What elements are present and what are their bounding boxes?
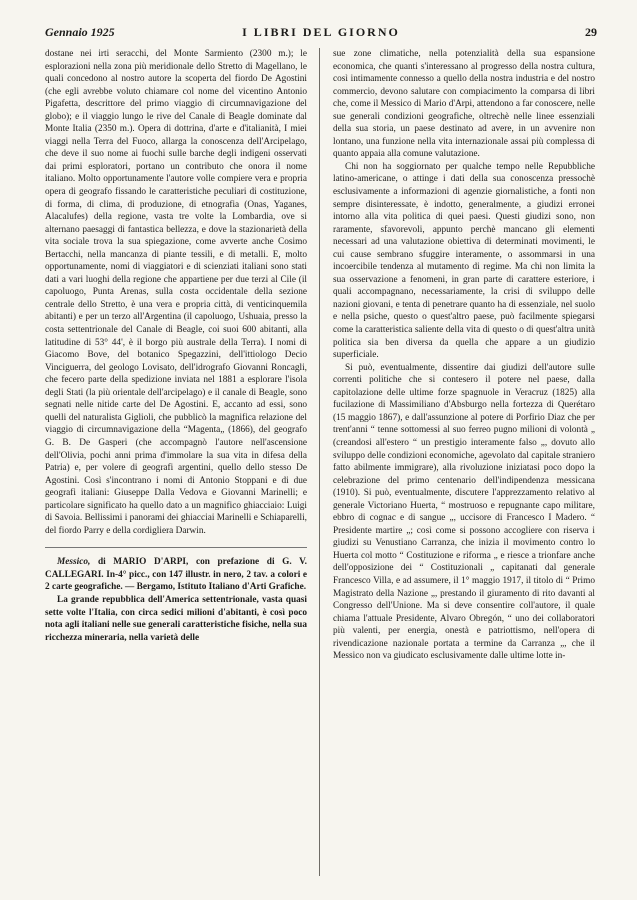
book-entry-title: Messico, bbox=[57, 557, 91, 568]
left-paragraph-1: dostane nei irti seracchi, del Monte Sarmiento (2300 m.); le esplorazioni nella zona più meridionale dello Stretto di Magellano, le quali concedono al nostro autore la scoperta del fiordo De Agostini (che egli avrebbe voluto chiamare col nome del vicentino Antonio Pigafetta, descrittore del primo viaggio di circumnavigazione del globo); e il viaggio lungo le rive del Canale di Beagle dominate dal Monte Italia (2350 m.). Opera di dottrina, d'arte e d'italianità, I miei viaggi nella Terra del Fuoco, allarga la conoscenza dell'Arcipelago, che deve il suo nome ai fuochi sulle barche degli indigeni osservati dai primi esploratori, portano un contributo che onora il nome italiano. Molto opportunamente l'autore volle compiere vera e propria opera di geografo fissando le caratteristiche peculiari di costituzione, di forma, di clima, di produzione, di etnografia (Onas, Yaganes, Alacalufes) della regione, vasta tre volte la Lombardia, ove si alternano paesaggi di fantastica bellezza, e dove la stazionarietà della vita sociale trova la sua spiegazione, come avverte anche Cosimo Bertacchi, nella mancanza di piante tessili, e di metalli. E, molto opportunamente, nomi di viaggiatori e di scienziati italiani sono stati dati a vari luoghi della regione che appartiene per due terzi al Cile (il capoluogo, Punta Arenas, sulla costa occidentale della sezione centrale dello Stretto, è una vera e propria città, di venticinquemila abitanti) e per un terzo all'Argentina (il capoluogo, Ushuaia, presso la costa settentrionale del Canale di Beagle, coi suoi 600 abitanti, alla latitudine di 53° 44', è il borgo più australe della Terra). I nomi di Giacomo Bove, del botanico Spegazzini, dell'ittiologo Decio Vinciguerra, del geologo Lovisato, dell'idrografo Giovanni Roncagli, che fecero parte della spedizione inviata nel 1881 a esplorare l'isola degli Stati (la più orientale dell'arcipelago) e il canale di Beagle, sono segnati nelle nitide carte del De Agostini. E, accanto ad essi, sono quelli del naturalista Giglioli, che pubblicò la magnifica relazione del viaggio di circumnavigazione della “Magenta„ (1866), del geografo G. B. De Gasperi (che accompagnò l'autore nell'ascensione dell'Olivia, pochi anni prima d'immolare la sua vita in difesa della Patria) e, per volere di geografi argentini, quello dello stesso De Agostini. Così s'incontrano i nomi di Antonio Stoppani e di due geografi italiani: Giuseppe Dalla Vedova e Giovanni Marinelli; e particolare significato ha quello dato a un magnifico ghiacciaio: Luigi di Savoia. Bellissimi i panorami dei ghiacciai Marinelli e Schiaparelli, del fiordo Parry e della cordigliera Darwin. bbox=[45, 49, 307, 536]
right-column bbox=[333, 48, 595, 890]
right-paragraph-1: sue zone climatiche, nella potenzialità della sua espansione economica, che quanti s'interessano al progresso della nostra cultura, così intimamente connesso a quello della nostra industria e del nostro commercio, devono salutare con compiacimento la comparsa di libri che, come il Messico di Mario d'Arpi, attendono a far conoscere, nelle sue generali condizioni geografiche, oltrechè nelle linee essenziali della sua storia, un paese destinato ad avere, in un avvenire non lontano, una funzione nella vita internazionale assai più complessa di quanto appaia alla comune valutazione. bbox=[333, 49, 595, 160]
left-column bbox=[45, 48, 307, 890]
header-title: I LIBRI DEL GIORNO bbox=[242, 25, 400, 39]
right-paragraph-2: Chi non ha soggiornato per qualche tempo nelle Repubbliche latino-americane, o attinge i dati della sua conoscenza pressochè esclusivamente a informazioni di agenzie giornalistiche, a fonti non sempre disinteressate, è indotto, generalmente, a giudizi erronei intorno alla vita politica di quei paesi. Questi giudizi sono, non raramente, sfavorevoli, appunto perchè mancano gli elementi necessari ad una valutazione obiettiva di determinati movimenti, le cui cause sembrano sfuggire interamente, o assommarsi in una incoercibile tendenza al mutamento di regime. Ma chi non limita la sua osservazione a fenomeni, in gran parte di carattere esteriore, i quali accompagnano, necessariamente, la crisi di sviluppo delle nazioni giovani, e tenta di penetrare quanto ha di essenziale, nel suolo e nella psiche, questo o quest'altro paese, può facilmente spiegarsi come la caratteristica saliente della vita di questo o di quest'altra unità politica sia ben diversa da quella che appare a un giudizio superficiale. bbox=[333, 161, 595, 361]
left-paragraph-2: La grande repubblica dell'America settentrionale, vasta quasi sette volte l'Italia, con circa sedici milioni d'abitanti, è così poco nota agli italiani nelle sue generali caratteristiche fisiche, nella sua ricchezza mineraria, nella varietà delle bbox=[45, 594, 307, 643]
column-divider bbox=[319, 48, 320, 876]
book-entry bbox=[45, 556, 307, 594]
running-header bbox=[45, 24, 597, 40]
book-entry-details: di MARIO D'ARPI, con prefazione di G. V. CALLEGARI. In-4° picc., con 147 illustr. in nero, 2 tav. a colori e 2 carte geografiche. — Bergamo, Istituto Italiano d'Arti Grafiche. bbox=[45, 557, 307, 593]
section-divider bbox=[45, 547, 307, 548]
right-paragraph-3: Si può, eventualmente, dissentire dai giudizi dell'autore sulle correnti politiche che si contesero il potere nel paese, dalla capitolazione delle ultime forze spagnuole in Veracruz (1825) alla fucilazione di Massimiliano d'Absburgo nella fortezza di Querétaro (15 maggio 1867), e dall'assunzione al potere di Porfirio Diaz che per trent'anni “ tenne sottomessi al suo ferreo pugno milioni di volontà „ (creandosi all'estero “ un prestigio interamente falso „, dovuto allo sviluppo delle condizioni economiche, agevolato dal capitale straniero fatto abilmente immigrare), alla rivoluzione iniziatasi poco dopo la celebrazione del primo centenario dell'indipendenza messicana (1910). Si può, eventualmente, discutere l'apprezzamento relativo al generale Victoriano Huerta, “ mostruoso e repugnante capo militare, ebbro di cognac e di sangue „, uccisore di Francesco I Madero. “ Presidente martire „; così come si possono accogliere con riserva i giudizi su Venustiano Carranza, che inizia il movimento contro lo Huerta col motto “ Costituzione e riforma „ e riesce a trionfare anche dell'opposizione dei “ Costituzionali „ capitanati dal generale Francesco Villa, e ad assumere, il 1° maggio 1917, il titolo di “ Primo Magistrato della Nazione „, prestando il giuramento di rito davanti al Congresso dell'Unione. Ma si deve consentire coll'autore, il quale chiama l'attuale Presidente, Alvaro Obregón, “ uno dei collaboratori più valenti, per energia, onestà e patriottismo, nell'opera di rivendicazione nazionale portata a termine da Carranza „, che il Messico non va giudicato esclusivamente dalle ultime lotte in- bbox=[333, 362, 595, 662]
page-number: 29 bbox=[585, 25, 597, 39]
header-date: Gennaio 1925 bbox=[45, 25, 115, 39]
